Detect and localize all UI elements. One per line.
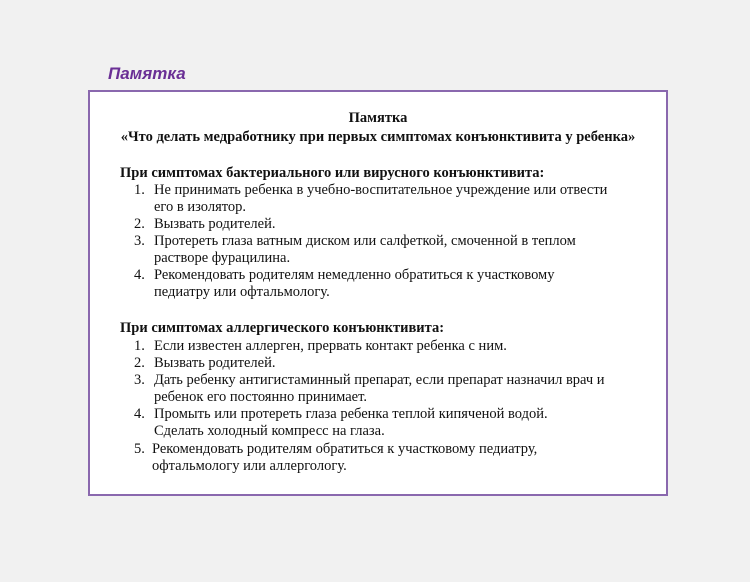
list-item-number: 4. [134,406,145,422]
list-item-text: Протереть глаза ватным диском или салфеткой, смоченной в теплом [154,233,576,249]
list-item-text: Промыть или протереть глаза ребенка теплой кипяченой водой. [154,406,548,422]
memo-title: Памятка [348,110,408,126]
list-item-text: Не принимать ребенка в учебно-воспитательное учреждение или отвести [154,182,608,198]
list-item-text: Рекомендовать родителям обратиться к участковому педиатру, [152,441,538,457]
memo-card [88,90,668,496]
list-item-number: 2. [134,355,145,371]
memo-subtitle: «Что делать медработнику при первых симптомах конъюнктивита у ребенка» [120,129,636,145]
list-item-text: Рекомендовать родителям немедленно обратиться к участковому [154,267,555,283]
list-item-number: 3. [134,372,145,388]
list-item-number: 5. [134,441,145,457]
list-item-text: растворе фурацилина. [154,250,291,266]
list-item-number: 1. [134,182,145,198]
list-item-number: 2. [134,216,145,232]
list-item-text: офтальмологу или аллергологу. [152,458,347,474]
list-item-text: Вызвать родителей. [154,216,276,232]
list-item-text: Если известен аллерген, прервать контакт ребенка с ним. [154,338,507,354]
page-heading: Памятка [108,64,186,83]
section-title-allergic: При симптомах аллергического конъюнктивита: [120,320,445,336]
list-item-number: 1. [134,338,145,354]
list-item-text: педиатру или офтальмологу. [154,284,330,300]
section-title-bacterial: При симптомах бактериального или вирусного конъюнктивита: [120,165,545,181]
list-item-text: Дать ребенку антигистаминный препарат, если препарат назначил врач и [154,372,605,388]
list-item-text: Сделать холодный компресс на глаза. [154,423,385,439]
list-item-text: его в изолятор. [154,199,247,215]
list-item-text: Вызвать родителей. [154,355,276,371]
list-item-text: ребенок его постоянно принимает. [154,389,367,405]
list-item-number: 3. [134,233,145,249]
list-item-number: 4. [134,267,145,283]
